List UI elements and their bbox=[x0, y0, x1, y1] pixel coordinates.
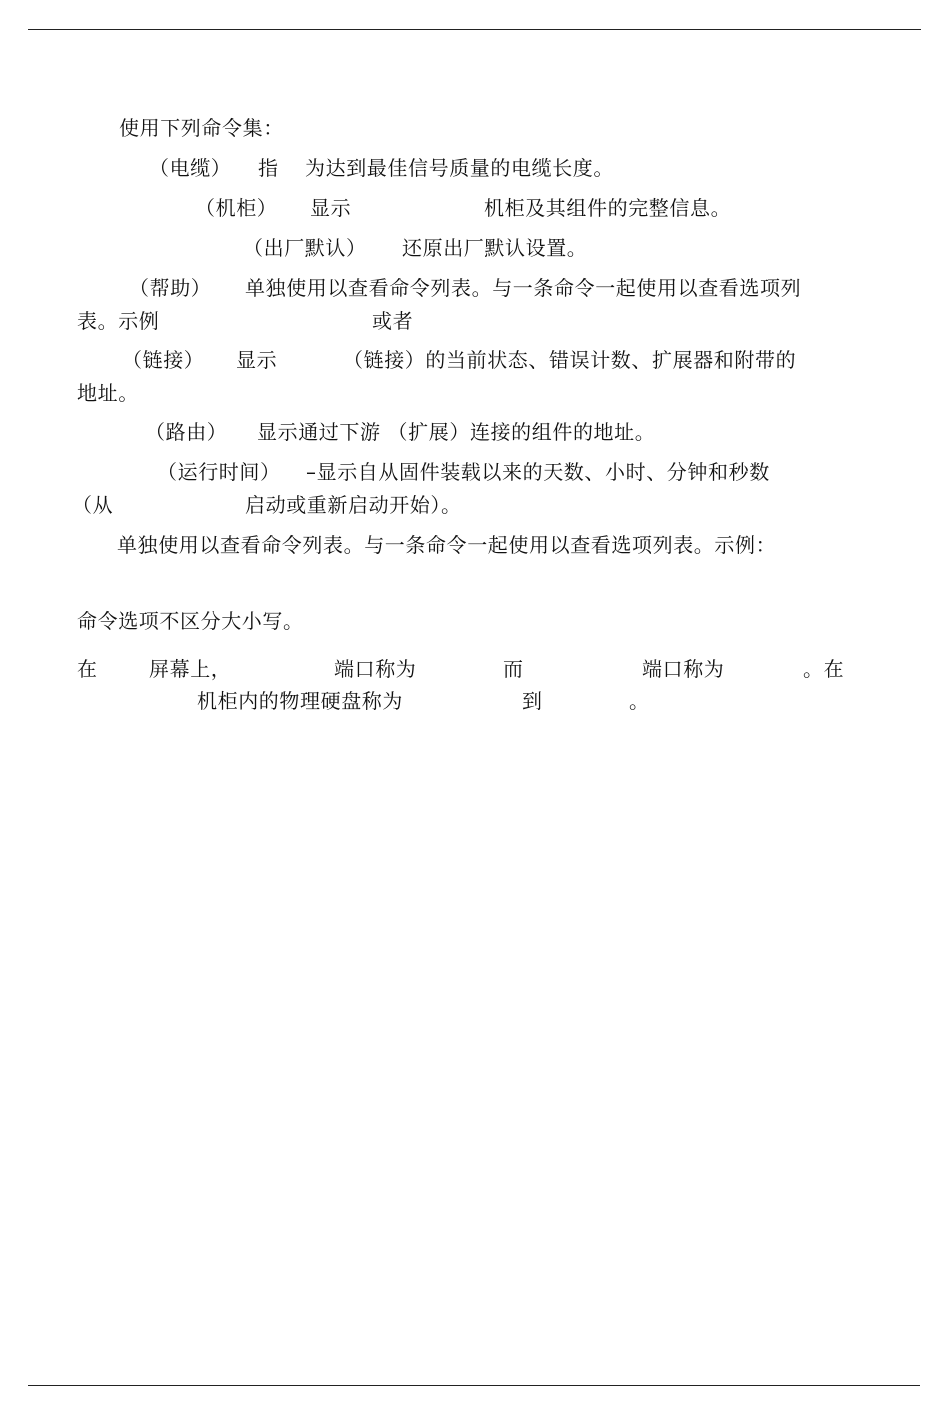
enclosure-desc-a: 显示 bbox=[310, 196, 352, 220]
factory-default-desc: 还原出厂默认设置。 bbox=[402, 236, 588, 260]
route-label: （路由） bbox=[145, 420, 228, 444]
help-desc: 单独使用以查看命令列表。与一条命令一起使用以查看选项列 bbox=[245, 276, 802, 300]
link-desc-a: 显示 bbox=[236, 348, 278, 372]
enclosure-desc-b: 机柜及其组件的完整信息。 bbox=[484, 196, 732, 220]
uptime-desc: –显示自从固件装载以来的天数、小时、分钟和秒数 bbox=[306, 460, 770, 484]
cable-label: （电缆） bbox=[149, 156, 232, 180]
enclosure-label: （机柜） bbox=[195, 196, 278, 220]
screen-line-g: 机柜内的物理硬盘称为 bbox=[197, 689, 403, 713]
screen-line-b: 屏幕上， bbox=[149, 657, 232, 681]
screen-line-d: 而 bbox=[503, 657, 524, 681]
screen-line-a: 在 bbox=[77, 657, 98, 681]
help-desc-or: 或者 bbox=[372, 309, 414, 333]
intro-text: 使用下列命令集： bbox=[119, 116, 284, 140]
help-label: （帮助） bbox=[129, 276, 212, 300]
factory-default-label: （出厂默认） bbox=[243, 236, 367, 260]
link-desc-b: （链接）的当前状态、错误计数、扩展器和附带的 bbox=[343, 348, 797, 372]
cable-desc-b: 为达到最佳信号质量的电缆长度。 bbox=[305, 156, 614, 180]
screen-line-c: 端口称为 bbox=[334, 657, 417, 681]
header-rule bbox=[28, 29, 921, 30]
link-label: （链接） bbox=[122, 348, 205, 372]
cable-desc-a: 指 bbox=[258, 156, 279, 180]
uptime-desc-cont-a: （从 bbox=[72, 493, 114, 517]
screen-line-h: 到 bbox=[522, 689, 543, 713]
help-desc-cont: 表。示例 bbox=[77, 309, 160, 333]
footer-rule bbox=[28, 1385, 920, 1386]
route-desc: 显示通过下游 （扩展）连接的组件的地址。 bbox=[257, 420, 656, 444]
case-note: 命令选项不区分大小写。 bbox=[77, 609, 304, 633]
help-line: 单独使用以查看命令列表。与一条命令一起使用以查看选项列表。示例： bbox=[117, 533, 777, 557]
link-desc-cont: 地址。 bbox=[77, 381, 139, 405]
uptime-label: （运行时间） bbox=[157, 460, 281, 484]
uptime-desc-cont-b: 启动或重新启动开始）。 bbox=[245, 493, 462, 517]
screen-line-e: 端口称为 bbox=[642, 657, 725, 681]
screen-line-f: 。在 bbox=[803, 657, 845, 681]
screen-line-i: 。 bbox=[629, 689, 650, 713]
